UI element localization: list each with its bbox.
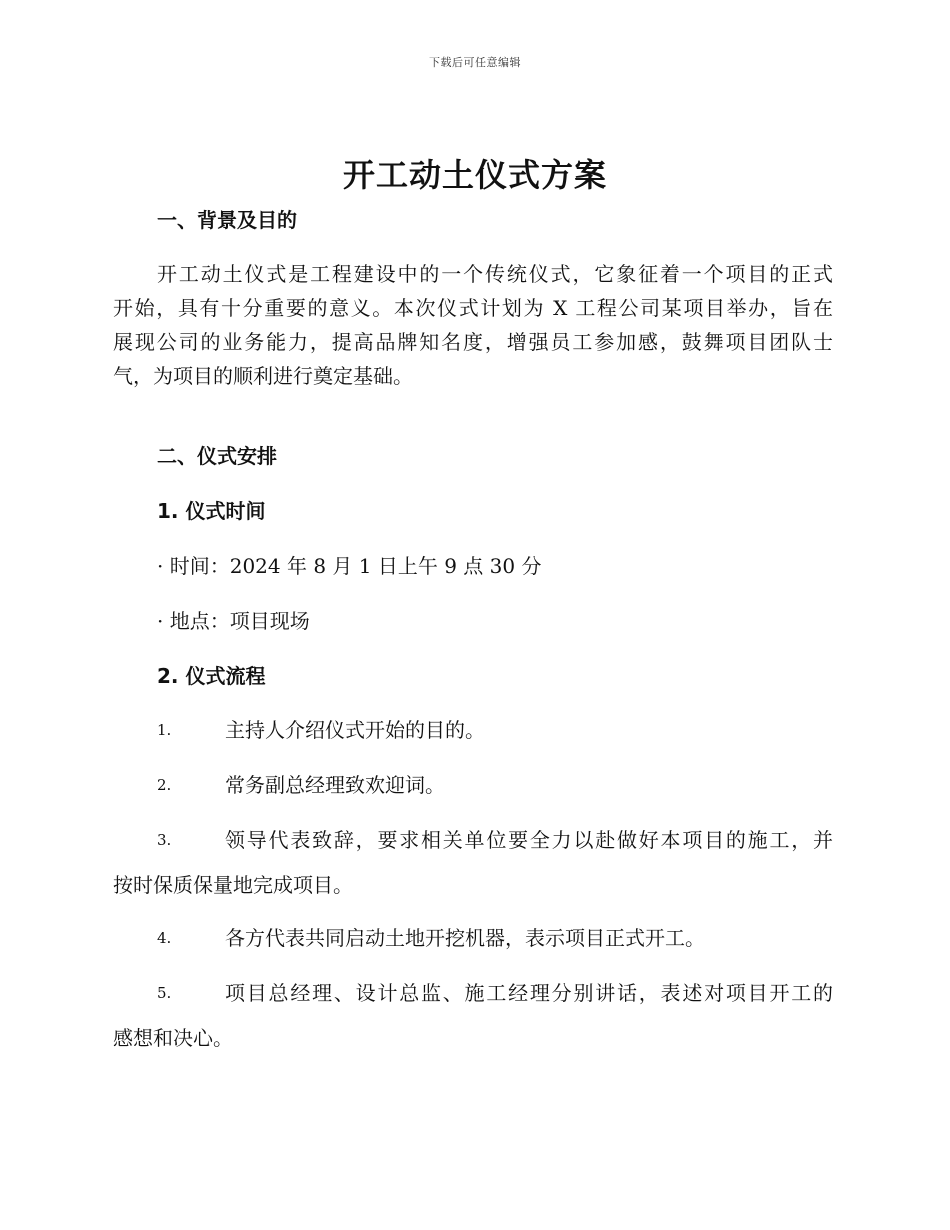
item-number: 2. (157, 776, 172, 794)
procedure-item (113, 768, 833, 802)
place-item: · 地点：项目现场 (157, 609, 310, 633)
item-text: 主持人介绍仪式开始的目的。 (225, 718, 485, 742)
item-text: 领导代表致辞，要求相关单位要全力以赴做好本项目的施工，并 (225, 828, 833, 852)
item-text: 常务副总经理致欢迎词。 (225, 773, 445, 797)
time-item: · 时间：2024 年 8 月 1 日上午 9 点 30 分 (157, 554, 542, 578)
item-number: 5. (157, 984, 172, 1002)
procedure-item (113, 921, 833, 955)
paragraph-line: 开始，具有十分重要的意义。本次仪式计划为 X 工程公司某项目举办，旨在 (113, 296, 833, 320)
subheading-procedure: 2. 仪式流程 (157, 664, 266, 688)
paragraph-line: 展现公司的业务能力，提高品牌知名度，增强员工参加感，鼓舞项目团队士 (113, 330, 833, 354)
procedure-item (113, 823, 833, 902)
item-text: 项目总经理、设计总监、施工经理分别讲话，表述对项目开工的 (225, 981, 833, 1005)
document-title: 开工动土仪式方案 (342, 156, 607, 194)
procedure-item (113, 976, 833, 1055)
item-number: 1. (157, 721, 172, 739)
paragraph-line: 气，为项目的顺利进行奠定基础。 (113, 364, 413, 388)
item-number: 3. (157, 831, 172, 849)
header-note: 下载后可任意编辑 (429, 56, 521, 69)
item-number: 4. (157, 929, 172, 947)
item-text: 各方代表共同启动土地开挖机器，表示项目正式开工。 (225, 926, 705, 950)
procedure-item (113, 713, 833, 747)
item-text-continued: 按时保质保量地完成项目。 (113, 873, 353, 897)
background-paragraph (113, 257, 833, 393)
item-text-continued: 感想和决心。 (113, 1026, 233, 1050)
subheading-time: 1. 仪式时间 (157, 499, 266, 523)
section-heading-arrangement: 二、仪式安排 (157, 444, 277, 468)
paragraph-line: 开工动土仪式是工程建设中的一个传统仪式，它象征着一个项目的正式 (157, 262, 833, 286)
section-heading-background: 一、背景及目的 (157, 208, 297, 232)
